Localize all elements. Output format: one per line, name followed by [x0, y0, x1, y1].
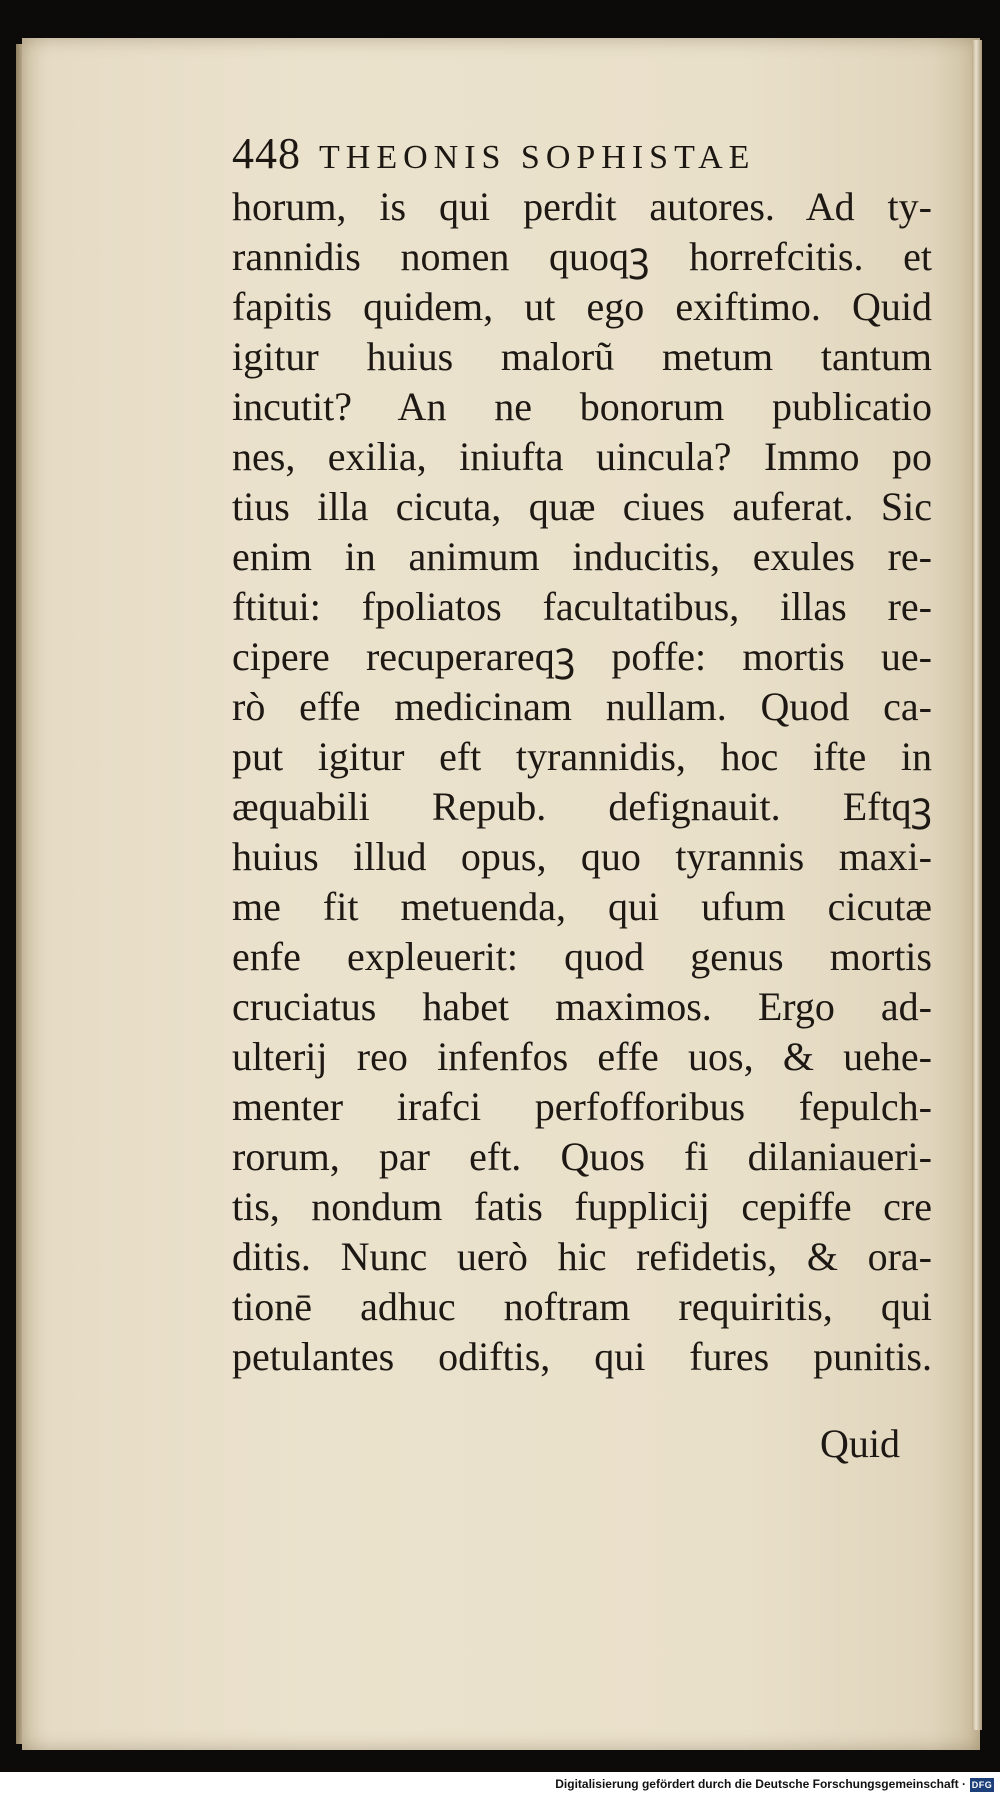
page-number: 448 — [232, 129, 301, 178]
text-line: nes, exilia, iniufta uincula? Immo po — [232, 434, 932, 479]
text-line: petulantes odiftis, qui fures punitis. — [232, 1334, 932, 1379]
text-line: menter irafci perfofforibus fepulch- — [232, 1084, 932, 1129]
text-line: horum, is qui perdit autores. Ad ty- — [232, 184, 932, 229]
page-edge-right — [972, 40, 982, 1730]
text-line: igitur huius malorũ metum tantum — [232, 334, 932, 379]
text-line: rò effe medicinam nullam. Quod ca- — [232, 684, 932, 729]
text-line: cruciatus habet maximos. Ergo ad- — [232, 984, 932, 1029]
text-line: ditis. Nunc uerò hic refidetis, & ora- — [232, 1234, 932, 1279]
text-line: ftitui: fpoliatos facultatibus, illas re- — [232, 584, 932, 629]
text-line: tionē adhuc noftram requiritis, qui — [232, 1284, 932, 1329]
text-line: fapitis quidem, ut ego exiftimo. Quid — [232, 284, 932, 329]
text-line: huius illud opus, quo tyrannis maxi- — [232, 834, 932, 879]
text-line: me fit metuenda, qui ufum cicutæ — [232, 884, 932, 929]
text-line: enfe expleuerit: quod genus mortis — [232, 934, 932, 979]
digitization-footer — [0, 1772, 1000, 1800]
text-line: ulterij reo infenfos effe uos, & uehe- — [232, 1034, 932, 1079]
text-line: enim in animum inducitis, exules re- — [232, 534, 932, 579]
text-line: incutit? An ne bonorum publicatio — [232, 384, 932, 429]
text-line: rorum, par eft. Quos fi dilaniaueri- — [232, 1134, 932, 1179]
funding-credit: Digitalisierung gefördert durch die Deutsche Forschungsgemeinschaft · — [555, 1777, 966, 1791]
text-line: æquabili Repub. defignauit. Eftqꝫ — [232, 784, 932, 829]
catchword: Quid — [820, 1421, 900, 1466]
dfg-logo-icon: DFG — [971, 1780, 993, 1790]
page-header — [232, 128, 932, 188]
text-line: tius illa cicuta, quæ ciues auferat. Sic — [232, 484, 932, 529]
text-line: put igitur eft tyrannidis, hoc ifte in — [232, 734, 932, 779]
running-head: THEONIS SOPHISTAE — [319, 139, 756, 176]
text-line: tis, nondum fatis fupplicij cepiffe cre — [232, 1184, 932, 1229]
text-line: rannidis nomen quoqꝫ horrefcitis. et — [232, 234, 932, 279]
text-block — [232, 182, 932, 1382]
text-line: cipere recuperareqꝫ poffe: mortis ue- — [232, 634, 932, 679]
